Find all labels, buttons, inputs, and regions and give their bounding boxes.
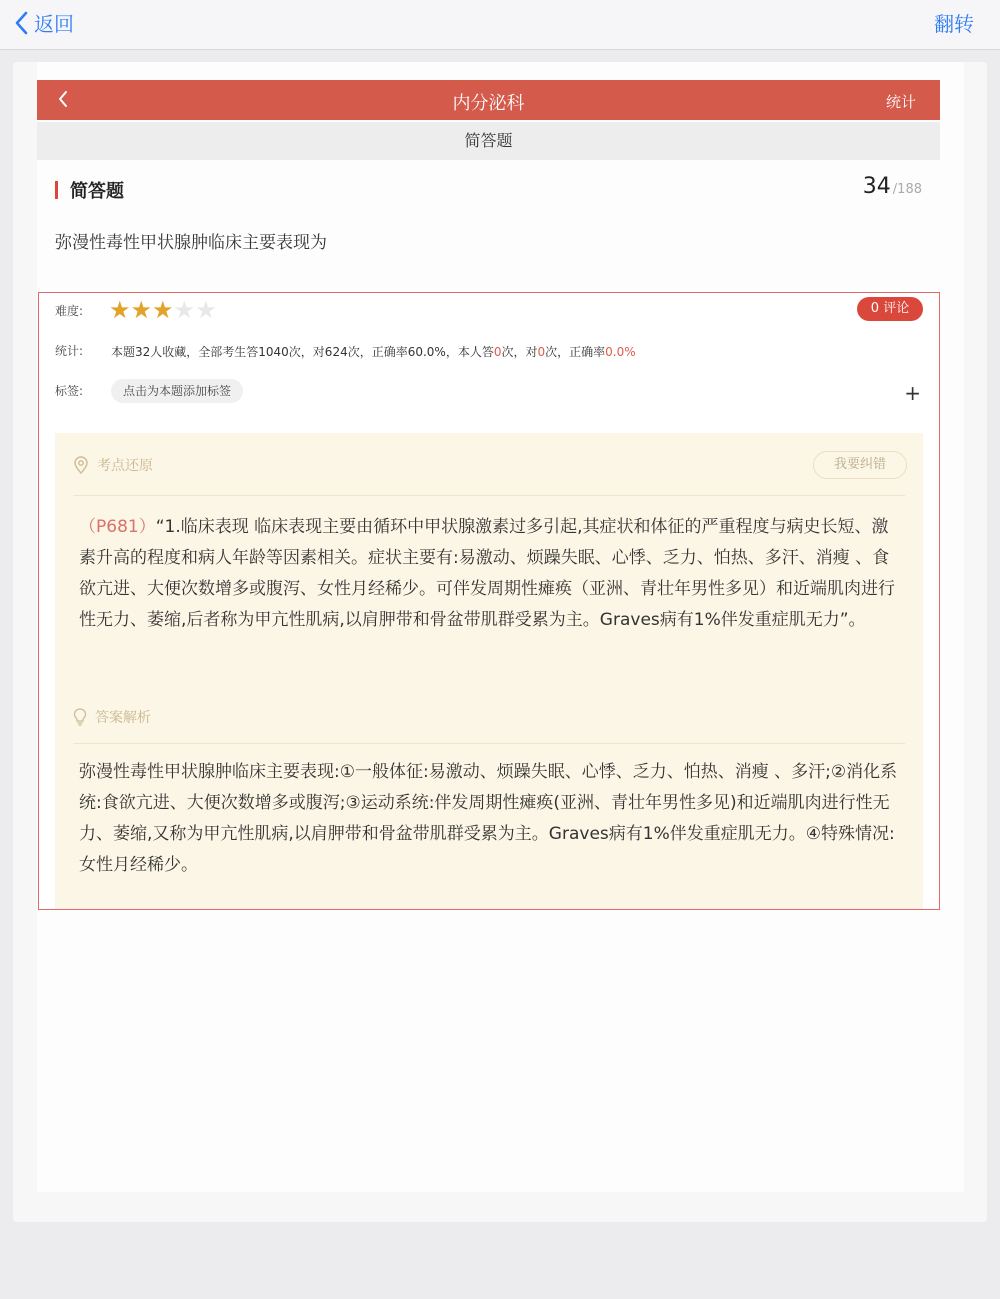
location-pin-icon bbox=[73, 456, 89, 474]
section-divider bbox=[73, 743, 905, 744]
stats-button[interactable]: 统计 bbox=[885, 93, 916, 111]
tags-label: 标签: bbox=[55, 384, 84, 398]
stats-label: 统计: bbox=[55, 344, 84, 358]
page-reference: （P681） bbox=[79, 517, 156, 537]
explanation-panel bbox=[55, 433, 923, 909]
question-counter bbox=[863, 174, 922, 199]
exam-points-body: “1.临床表现 临床表现主要由循环中甲状腺激素过多引起,其症状和体征的严重程度与病史长短、激素升高的程度和病人年龄等因素相关。症状主要有:易激动、烦躁失眠、心悸、乏力、怕热、多汗、消瘦 、食欲亢进、大便次数增多或腹泻、女性月经稀少。可伴发周期性瘫痪（亚洲、青壮年男性多见）和近端肌肉进行性无力、萎缩,后者称为甲亢性肌病,以肩胛带和骨盆带肌群受累为主。Graves病有1%伴发重症肌无力”。 bbox=[79, 517, 895, 630]
self-correct-rate: 0.0% bbox=[605, 345, 636, 359]
comment-button[interactable]: 0 评论 bbox=[857, 297, 923, 321]
top-navigation-bar bbox=[0, 0, 1000, 50]
question-type-label: 简答题 bbox=[70, 181, 124, 202]
add-tag-button[interactable]: 点击为本题添加标签 bbox=[111, 379, 243, 403]
section-divider bbox=[73, 495, 905, 496]
question-type-heading bbox=[55, 177, 124, 203]
content-card bbox=[13, 62, 987, 1222]
back-button[interactable] bbox=[14, 8, 74, 37]
difficulty-label: 难度: bbox=[55, 304, 84, 318]
star-empty-icon: ★ bbox=[195, 296, 217, 324]
star-empty-icon: ★ bbox=[173, 296, 196, 324]
current-question-number: 34 bbox=[862, 174, 891, 199]
question-text: 弥漫性毒性甲状腺肿临床主要表现为 bbox=[55, 233, 327, 253]
analysis-text: 弥漫性毒性甲状腺肿临床主要表现:①一般体征:易激动、烦躁失眠、心悸、乏力、怕热、消瘦 、多汗;②消化系统:食欲亢进、大便次数增多或腹泻;③运动系统:伴发周期性瘫痪(亚洲、青壮年男性多见)和近端肌肉进行性无力、萎缩,又称为甲亢性肌病,以肩胛带和骨盆带肌群受累为主。Graves病有1%伴发重症肌无力。④特殊情况:女性月经稀少。 bbox=[79, 762, 898, 875]
stats-text-part1: 本题32人收藏，全部考生答1040次，对624次，正确率60.0%，本人答 bbox=[111, 345, 494, 359]
total-question-count: /188 bbox=[892, 182, 922, 197]
star-filled-icon: ★ bbox=[152, 296, 174, 324]
exam-points-heading bbox=[73, 455, 153, 475]
analysis-heading bbox=[73, 707, 151, 727]
add-tag-plus-button[interactable]: + bbox=[904, 381, 921, 405]
stats-text-part3: 次，正确率 bbox=[545, 345, 606, 359]
difficulty-rating bbox=[109, 295, 217, 325]
report-error-button[interactable]: 我要纠错 bbox=[813, 451, 907, 479]
stats-text bbox=[111, 343, 636, 360]
back-label: 返回 bbox=[34, 12, 74, 36]
answer-panel bbox=[38, 292, 940, 910]
self-answer-count: 0 bbox=[493, 345, 502, 359]
question-type-bar: 简答题 bbox=[37, 122, 940, 160]
star-filled-icon: ★ bbox=[109, 296, 131, 324]
exam-points-title: 考点还原 bbox=[97, 458, 153, 474]
chevron-left-icon bbox=[14, 11, 28, 35]
page-title: 内分泌科 bbox=[452, 93, 525, 114]
exam-points-text bbox=[79, 512, 899, 636]
heading-marker bbox=[55, 181, 58, 199]
star-filled-icon: ★ bbox=[130, 296, 153, 324]
flip-button[interactable]: 翻转 bbox=[934, 12, 974, 36]
question-page bbox=[37, 62, 964, 1192]
analysis-title: 答案解析 bbox=[95, 710, 151, 726]
lightbulb-icon bbox=[73, 708, 87, 726]
stats-text-part2: 次，对 bbox=[501, 345, 538, 359]
page-header bbox=[37, 80, 940, 120]
self-correct-count: 0 bbox=[537, 345, 546, 359]
